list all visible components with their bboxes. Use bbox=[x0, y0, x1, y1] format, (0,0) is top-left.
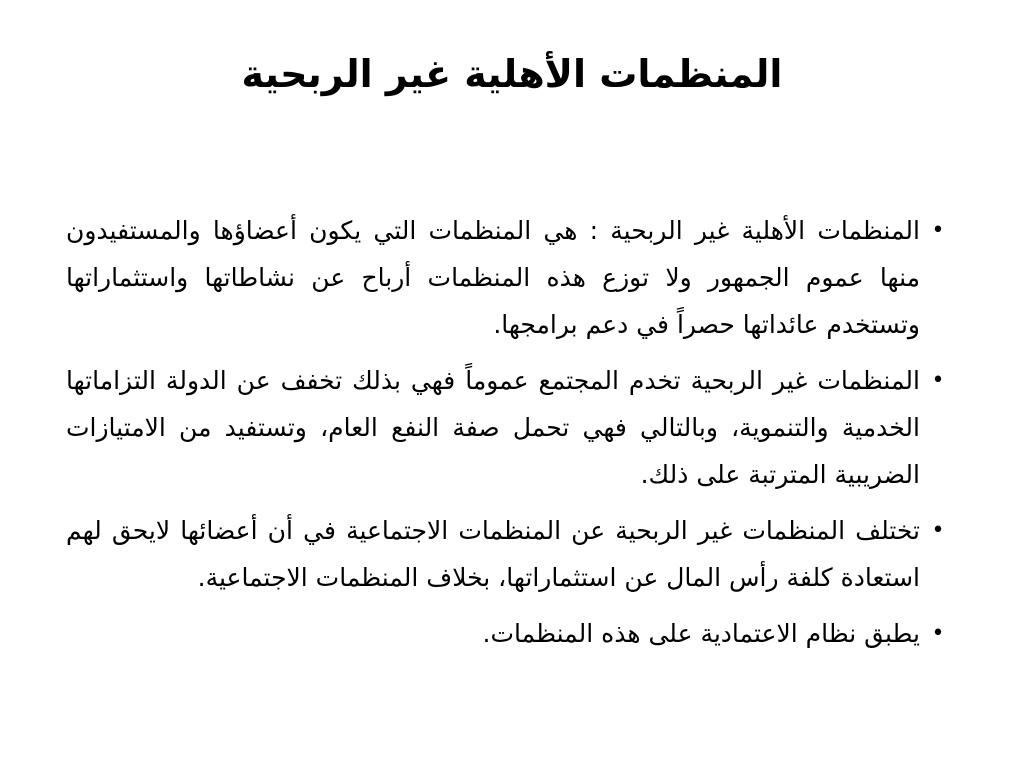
bullet-list bbox=[66, 207, 948, 657]
bullet-item bbox=[66, 357, 948, 498]
bullet-item bbox=[66, 507, 948, 601]
bullet-dot-icon: • bbox=[931, 518, 945, 543]
bullet-dot-icon: • bbox=[931, 368, 945, 393]
bullet-item bbox=[66, 610, 948, 657]
bullet-text: المنظمات الأهلية غير الربحية : هي المنظمات التي يكون أعضاؤها والمستفيدون منها عموم الجمهور ولا توزع هذه المنظمات أرباح عن نشاطاتها واستثماراتها وتستخدم عائداتها حصراً في دعم برامجها. bbox=[66, 216, 920, 339]
bullet-text: المنظمات غير الربحية تخدم المجتمع عموماً فهي بذلك تخفف عن الدولة التزاماتها الخدمية والتنموية، وبالتالي فهي تحمل صفة النفع العام، وتستفيد من الامتيازات الضريبية المترتبة على ذلك. bbox=[66, 366, 920, 489]
bullet-item bbox=[66, 207, 948, 348]
bullet-dot-icon: • bbox=[931, 621, 945, 646]
bullet-dot-icon: • bbox=[931, 218, 945, 243]
slide-title: المنظمات الأهلية غير الربحية bbox=[241, 52, 783, 96]
bullet-text: تختلف المنظمات غير الربحية عن المنظمات الاجتماعية في أن أعضائها لايحق لهم استعادة كلفة رأس المال عن استثماراتها، بخلاف المنظمات الاجتماعية. bbox=[66, 516, 920, 592]
bullet-text: يطبق نظام الاعتمادية على هذه المنظمات. bbox=[482, 619, 920, 648]
